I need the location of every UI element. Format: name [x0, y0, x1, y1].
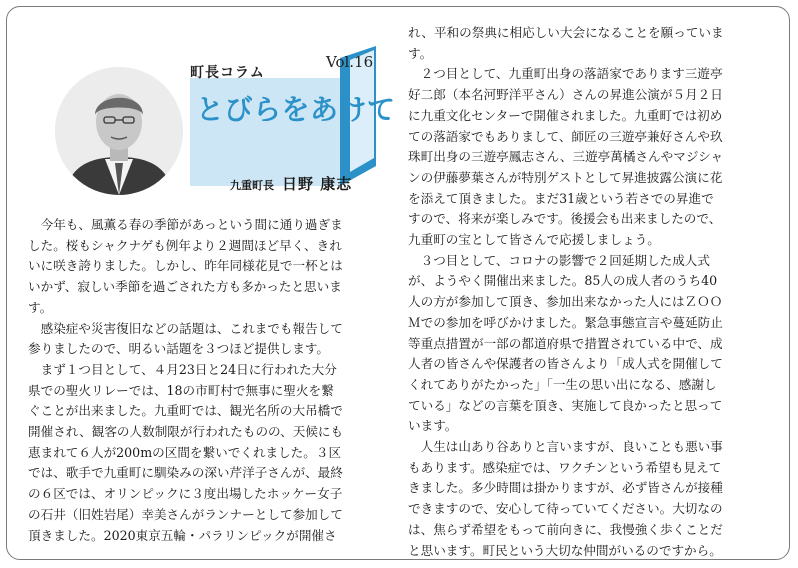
- text-line: いに咲き誇りました。しかし、昨年同様花見で一杯とは: [28, 258, 343, 274]
- article-column-left: [28, 215, 400, 546]
- text-line: ３つ目として、コロナの影響で２回延期した成人式: [408, 252, 710, 268]
- text-line: くれてありがたかった」「一生の思い出になる、感謝し: [408, 376, 717, 392]
- text-line: す。: [28, 299, 53, 315]
- text-line: は、焦らず希望をもって前向きに、我慢強く歩くことだ: [408, 521, 723, 537]
- text-line: 人生は山あり谷ありと言いますが、良いことも悪い事: [408, 439, 723, 455]
- text-line: ２つ目として、九重町出身の落語家であります三遊亭: [408, 66, 723, 82]
- column-label: 町長コラム: [190, 65, 265, 81]
- text-line: 九重町の宝として皆さんで応援しましょう。: [408, 232, 660, 248]
- text-line: 好二郎（本名河野洋平さん）さんの昇進公演が５月２日: [408, 87, 723, 103]
- author-name: 日野 康志: [282, 175, 353, 193]
- text-line: います。: [408, 418, 458, 434]
- text-line: 頂きました。2020東京五輪・パラリンピックが開催さ: [28, 527, 337, 543]
- text-line: もあります。感染症では、ワクチンという希望も見えて: [408, 459, 722, 475]
- text-line: れ、平和の祭典に相応しい大会になることを願っていま: [408, 25, 724, 40]
- text-line: ぐことが出来ました。九重町では、観光名所の大吊橋で: [28, 403, 343, 419]
- text-line: と思います。町民という大切な仲間がいるのですから。: [408, 542, 722, 558]
- text-line: 恵まれて６人が200mの区間を繋いでくれました。３区: [28, 444, 342, 460]
- text-line: きました。多少時間は掛かりますが、必ず皆さんが接種: [408, 480, 723, 496]
- text-line: す。: [408, 45, 433, 61]
- text-line: 今年も、風薫る春の季節があっという間に通り過ぎま: [28, 217, 343, 232]
- text-line: 開催され、観客の人数制限が行われたものの、天候にも: [28, 424, 344, 440]
- text-line: では、歌手で九重町に馴染みの深い芹洋子さんが、最終: [28, 465, 343, 481]
- author-line: [230, 173, 352, 194]
- author-role: 九重町長: [230, 179, 274, 192]
- text-line: が、ようやく開催出来ました。85人の成人者のうち40: [408, 273, 718, 289]
- text-line: 参りましたので、明るい話題を３つほど提供します。: [28, 341, 329, 357]
- text-line: 感染症や災害復旧などの話題は、これまでも報告して: [28, 320, 343, 336]
- text-line: できますので、安心して待っていてください。大切なの: [408, 501, 723, 517]
- text-line: まず１つ目として、４月23日と24日に行われた大分: [28, 361, 337, 377]
- mayor-portrait: [55, 67, 183, 195]
- text-line: の石井（旧姓岩尾）幸美さんがランナーとして参加して: [28, 506, 343, 522]
- text-line: Ｍでの参加を呼びかけました。緊急事態宣言や蔓延防止: [408, 314, 723, 330]
- text-line: 人者の皆さんや保護者の皆さんより「成人式を開催して: [408, 356, 723, 372]
- text-line: すので、将来が楽しみです。後援会も出来ましたので、: [408, 211, 722, 227]
- portrait-illustration: [55, 67, 183, 195]
- article-column-right: [408, 23, 780, 561]
- text-line: の６区では、オリンピックに３度出場したホッケー女子: [28, 486, 343, 502]
- text-line: 等重点措置が一部の都道府県で措置されている中で、成: [408, 335, 723, 351]
- volume-number: Vol.16: [326, 53, 374, 71]
- text-line: ンの伊藤夢葉さんが特別ゲストとして昇進披露公演に花: [408, 169, 723, 185]
- text-line: 珠町出身の三遊亭鳳志さん、三遊亭萬橘さんやマジシャ: [408, 149, 724, 165]
- text-line: ての落語家でもありまして、師匠の三遊亭兼好さんや玖: [408, 128, 723, 144]
- text-line: を添えて頂きました。まだ31歳という若さでの昇進で: [408, 190, 714, 206]
- text-line: に九重文化センターで開催されました。九重町では初め: [408, 107, 723, 123]
- text-line: した。桜もシャクナゲも例年より２週間ほど早く、きれ: [28, 237, 342, 253]
- text-line: 県での聖火リレーでは、18の市町村で無事に聖火を繋: [28, 382, 334, 398]
- text-line: 人の方が参加して頂き、参加出来なかった人にはＺＯＯ: [408, 294, 723, 310]
- column-title: とびらをあけて: [196, 93, 396, 126]
- text-line: いかず、寂しい季節を過ごされた方も多かったと思いま: [28, 279, 342, 295]
- text-line: ている」などの言葉を頂き、実施して良かったと思って: [408, 397, 723, 413]
